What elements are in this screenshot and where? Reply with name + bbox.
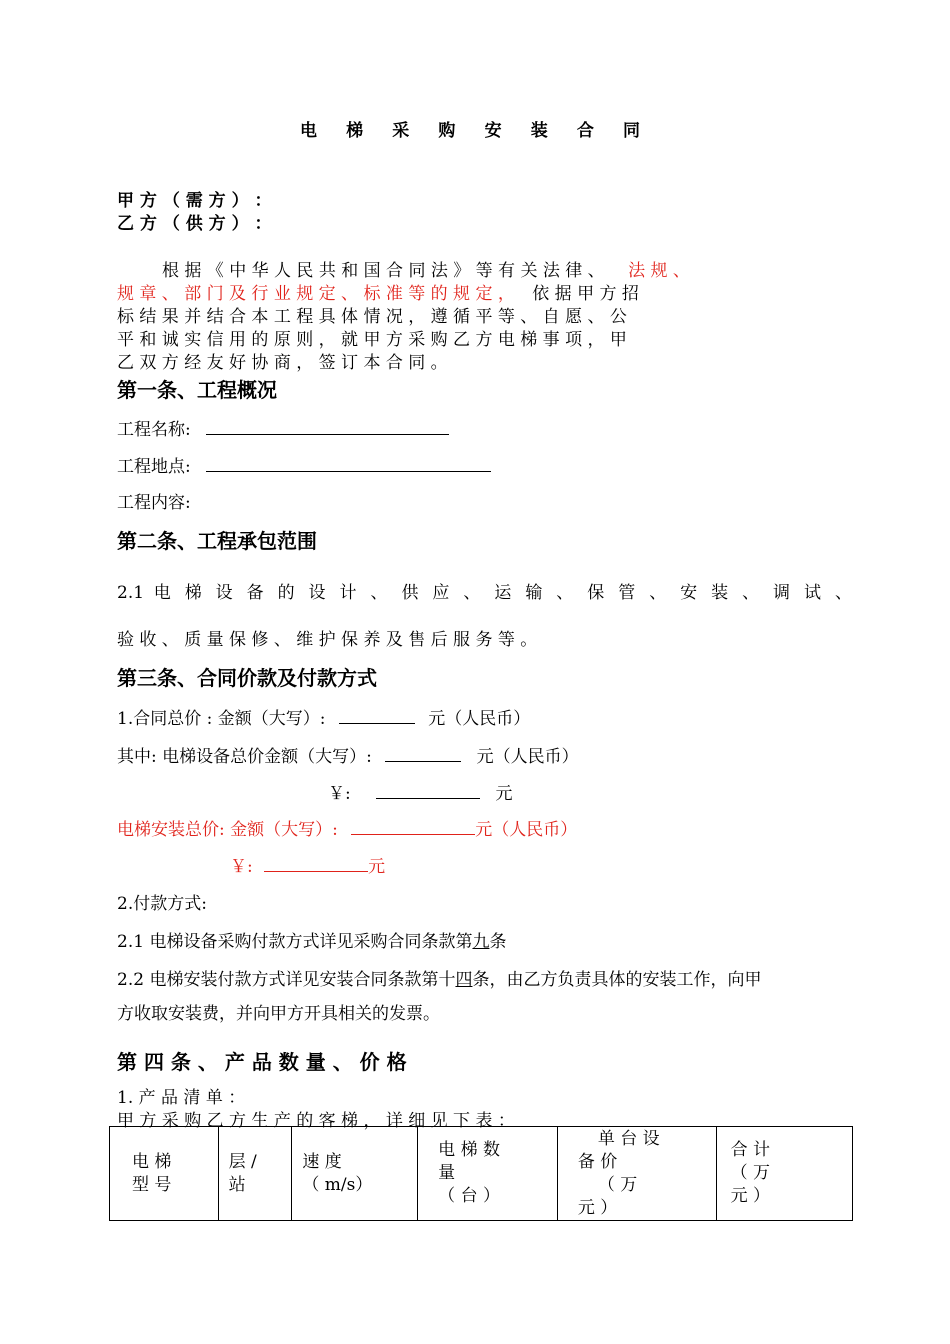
- scope-line-2: 验 收 、 质 量 保 修 、 维 护 保 养 及 售 后 服 务 等 。: [117, 630, 538, 650]
- payment-2-2-suffix: 条，由乙方负责具体的安装工作，向甲: [472, 970, 762, 990]
- header-text: 元 ）: [577, 1197, 618, 1218]
- preamble-line-2: [117, 279, 639, 304]
- payment-2-2-clause: 四: [455, 970, 473, 990]
- equipment-yen-label: ￥:: [328, 784, 351, 804]
- total-price-row: [117, 704, 530, 729]
- equipment-yen-unit: 元: [495, 784, 513, 804]
- equipment-price-field[interactable]: [385, 742, 461, 762]
- payment-2-2-text: 2.2 电梯安装付款方式详见安装合同条款第十: [117, 970, 456, 990]
- project-name-field[interactable]: [206, 415, 449, 435]
- header-text: 型 号: [132, 1174, 172, 1195]
- install-price-unit: 元（人民币）: [475, 820, 578, 840]
- product-list-desc: 甲 方 采 购 乙 方 生 产 的 客 梯 ， 详 细 见 下 表 ：: [117, 1111, 515, 1131]
- project-location-field[interactable]: [206, 452, 491, 472]
- install-yen-field[interactable]: [264, 852, 368, 872]
- preamble-line-5: 乙 双 方 经 友 好 协 商 ， 签 订 本 合 同 。: [117, 353, 448, 373]
- header-text: 单 台 设: [597, 1128, 660, 1149]
- payment-2-2-line-2: 方收取安装费，并向甲方开具相关的发票。: [117, 1004, 440, 1024]
- header-text: 量: [438, 1163, 456, 1183]
- header-cell-quantity: [418, 1127, 558, 1221]
- payment-method-label: 2.付款方式:: [117, 894, 207, 914]
- install-yen-row: [230, 852, 385, 877]
- preamble-line-2-red: 规 章 、 部 门 及 行 业 规 定 、 标 准 等 的 规 定 ，: [117, 284, 515, 304]
- party-a-label: 甲 方 （ 需 方 ） ：: [117, 191, 272, 211]
- install-price-row: [117, 815, 577, 840]
- preamble-line-4: 平 和 诚 实 信 用 的 原 则 ， 就 甲 方 采 购 乙 方 电 梯 事 项 ， 甲: [117, 330, 627, 350]
- scope-line-1: 2.1 电 梯 设 备 的 设 计 、 供 应 、 运 输 、 保 管 、 安 装 、 调 试 、: [117, 583, 852, 603]
- preamble-line-1: [162, 256, 852, 281]
- preamble-line-1-text: 根 据 《 中 华 人 民 共 和 国 合 同 法 》 等 有 关 法 律 、: [162, 261, 605, 281]
- section-2-heading: 第二条、工程承包范围: [117, 529, 317, 553]
- equipment-price-unit: 元（人民币）: [476, 747, 579, 767]
- preamble-line-2-text: 依 据 甲 方 招: [532, 284, 639, 304]
- project-location-row: [117, 452, 491, 477]
- equipment-yen-row: [328, 779, 513, 804]
- payment-2-1-clause: 九: [472, 932, 490, 952]
- section-3-heading: 第三条、合同价款及付款方式: [117, 666, 377, 690]
- equipment-price-row: [117, 742, 579, 767]
- preamble-line-3: 标 结 果 并 结 合 本 工 程 具 体 情 况 ， 遵 循 平 等 、 自 愿 、 公: [117, 307, 627, 327]
- install-yen-label: ￥:: [230, 857, 253, 877]
- table-header-row: [110, 1127, 853, 1221]
- payment-2-1-text: 2.1 电梯设备采购付款方式详见采购合同条款第: [117, 932, 473, 952]
- header-cell-floors: [218, 1127, 292, 1221]
- total-price-label: 1.合同总价 : 金额（大写）:: [117, 709, 326, 729]
- header-text: 速 度: [302, 1151, 342, 1172]
- product-table: [109, 1126, 853, 1221]
- header-cell-unit-price: [557, 1127, 716, 1221]
- payment-2-1-suffix: 条: [489, 932, 507, 952]
- document-title: 电 梯 采 购 安 装 合 同: [300, 121, 640, 141]
- project-content-label: 工程内容:: [117, 493, 191, 513]
- install-yen-unit: 元: [368, 857, 386, 877]
- total-price-field[interactable]: [339, 704, 415, 724]
- payment-2-2: [117, 965, 761, 990]
- install-price-label: 电梯安装总价: 金额（大写）:: [117, 820, 338, 840]
- equipment-yen-field[interactable]: [376, 779, 480, 799]
- header-text: （ 台 ）: [438, 1186, 500, 1206]
- project-name-row: [117, 415, 449, 440]
- header-text: 站: [228, 1174, 246, 1195]
- section-4-heading: 第 四 条 、 产 品 数 量 、 价 格: [117, 1050, 407, 1074]
- header-text: （ 万: [597, 1174, 638, 1195]
- header-text: 电 梯: [132, 1151, 172, 1172]
- project-name-label: 工程名称:: [117, 420, 191, 440]
- total-price-unit: 元（人民币）: [428, 709, 531, 729]
- header-cell-model: [110, 1127, 219, 1221]
- header-text: 电 梯 数: [438, 1140, 500, 1160]
- header-text: （ 万: [730, 1163, 770, 1183]
- party-b-label: 乙 方 （ 供 方 ） ：: [117, 214, 272, 234]
- header-text: 层 /: [228, 1151, 257, 1172]
- product-list-title: 1. 产 品 清 单 ：: [117, 1088, 246, 1108]
- header-text: 备 价: [577, 1151, 618, 1172]
- header-cell-speed: [292, 1127, 418, 1221]
- payment-2-1: [117, 927, 506, 952]
- header-cell-total: [716, 1127, 852, 1221]
- header-text: 元 ）: [730, 1186, 770, 1206]
- header-text: 合 计: [730, 1140, 770, 1160]
- preamble-line-1-red: 法 规 、: [628, 261, 690, 281]
- install-price-field[interactable]: [351, 815, 475, 835]
- project-location-label: 工程地点:: [117, 457, 191, 477]
- section-1-heading: 第一条、工程概况: [117, 378, 277, 402]
- header-text: （ m/s）: [302, 1174, 373, 1195]
- equipment-price-label: 其中: 电梯设备总价金额（大写）:: [117, 747, 372, 767]
- project-content-row: [117, 488, 191, 513]
